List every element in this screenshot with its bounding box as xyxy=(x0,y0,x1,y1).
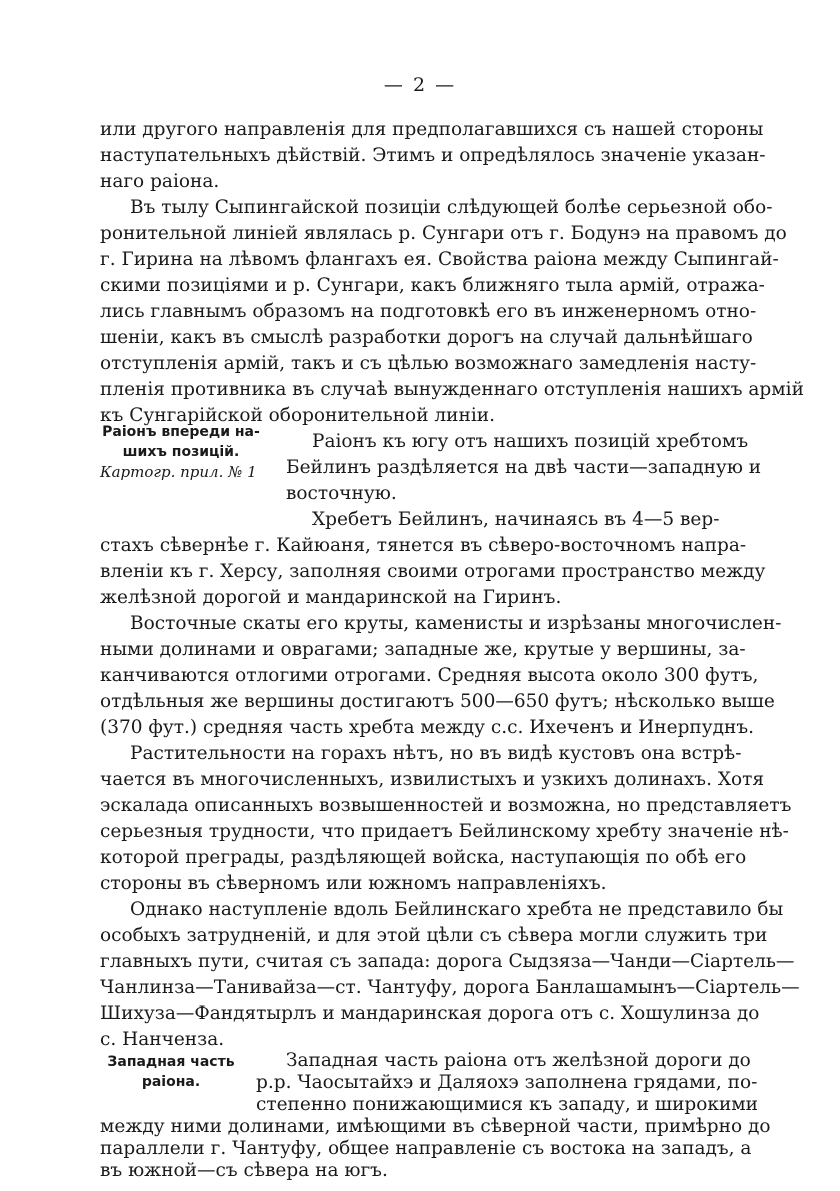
text-line: въ южной—съ сѣвера на югъ. xyxy=(100,1160,388,1181)
text-line: г. Гирина на лѣвомъ флангахъ ея. Свойства раіона между Сыпингай- xyxy=(100,249,779,270)
text-line: скими позиціями и р. Сунгари, какъ ближняго тыла армій, отража- xyxy=(100,275,765,296)
text-line: желѣзной дорогой и мандаринской на Гиринъ. xyxy=(100,587,562,608)
text-line: восточную. xyxy=(286,483,397,504)
text-line: наго раіона. xyxy=(100,171,220,192)
text-line: Западная часть раіона отъ желѣзной дороги до xyxy=(286,1050,751,1071)
text-line: р.р. Чаосытайхэ и Даляохэ заполнена грядами, по- xyxy=(256,1072,758,1093)
text-line: главныхъ пути, считая съ запада: дорога Сыдзяза—Чанди—Сіартель— xyxy=(100,951,795,972)
text-line: или другого направленія для предполагавшихся съ нашей стороны xyxy=(100,119,764,140)
text-line: канчиваются отлогими отрогами. Средняя высота около 300 футъ, xyxy=(100,665,759,686)
text-line: Растительности на горахъ нѣтъ, но въ видѣ кустовъ она встрѣ- xyxy=(130,743,742,764)
margin-note-reference: Картогр. прил. № 1 xyxy=(100,463,257,481)
text-line: Бейлинъ раздѣляется на двѣ части—западную и xyxy=(286,457,762,478)
text-line: серьезныя трудности, что придаетъ Бейлинскому хребту значеніе нѣ- xyxy=(100,821,789,842)
text-line: пленія противника въ случаѣ вынужденнаго отступленія нашихъ армій xyxy=(100,379,804,400)
text-line: къ Сунгарійской оборонительной линіи. xyxy=(100,405,495,426)
text-line: стороны въ сѣверномъ или южномъ направленіяхъ. xyxy=(100,873,607,894)
text-line: чается въ многочисленныхъ, извилистыхъ и узкихъ долинахъ. Хотя xyxy=(100,769,765,790)
text-line: Шихуза—Фандятырлъ и мандаринская дорога отъ с. Хошулинза до xyxy=(100,1003,760,1024)
text-line: параллели г. Чантуфу, общее направленіе съ востока на западъ, а xyxy=(100,1138,752,1159)
text-line: наступательныхъ дѣйствій. Этимъ и опредѣлялось значеніе указан- xyxy=(100,145,766,166)
text-line: ными долинами и оврагами; западные же, крутые у вершины, за- xyxy=(100,639,746,660)
text-line: Однако наступленіе вдоль Бейлинскаго хребта не представило бы xyxy=(130,899,784,920)
margin-note-heading: Западная часть xyxy=(107,1054,235,1070)
text-line: (370 фут.) средняя часть хребта между с.с. Ихеченъ и Инерпуднъ. xyxy=(100,717,755,738)
text-line: между ними долинами, имѣющими въ сѣверной части, примѣрно до xyxy=(100,1116,771,1137)
text-line: шеніи, какъ въ смыслѣ разработки дорогъ на случай дальнѣйшаго xyxy=(100,327,753,348)
text-line: стахъ сѣвернѣе г. Кайюаня, тянется въ сѣверо-восточномъ напра- xyxy=(100,535,747,556)
text-line: эскалада описанныхъ возвышенностей и возможна, но представляетъ xyxy=(100,795,792,816)
text-line: Восточные скаты его круты, каменисты и изрѣзаны многочислен- xyxy=(130,613,782,634)
text-line: вленіи къ г. Херсу, заполняя своими отрогами пространство между xyxy=(100,561,766,582)
text-line: степенно понижающимися къ западу, и широкими xyxy=(256,1094,759,1115)
text-line: Чанлинза—Танивайза—ст. Чантуфу, дорога Банлашамынъ—Сіартель— xyxy=(100,977,800,998)
text-line: Хребетъ Бейлинъ, начинаясь въ 4—5 вер- xyxy=(312,509,720,530)
margin-note-heading: шихъ позицій. xyxy=(122,444,240,460)
text-line: лись главнымъ образомъ на подготовкѣ его въ инженерномъ отно- xyxy=(100,301,757,322)
text-line: Раіонъ къ югу отъ нашихъ позицій хребтомъ xyxy=(312,431,749,452)
text-line: с. Нанченза. xyxy=(100,1029,225,1050)
margin-note-heading: Раіонъ впереди на- xyxy=(102,424,260,440)
page-number: — 2 — xyxy=(383,74,457,96)
text-line: которой преграды, раздѣляющей войска, наступающія по обѣ его xyxy=(100,847,747,868)
text-line: отступленія армій, такъ и съ цѣлью возможнаго замедленія насту- xyxy=(100,353,757,374)
text-line: отдѣльныя же вершины достигаютъ 500—650 футъ; нѣсколько выше xyxy=(100,691,775,712)
text-line: Въ тылу Сыпингайской позиціи слѣдующей болѣе серьезной обо- xyxy=(130,197,773,218)
text-line: ронительной линіей являлась р. Сунгари отъ г. Бодунэ на правомъ до xyxy=(100,223,787,244)
text-line: особыхъ затрудненій, и для этой цѣли съ сѣвера могли служить три xyxy=(100,925,768,946)
margin-note-heading: раіона. xyxy=(141,1074,201,1090)
